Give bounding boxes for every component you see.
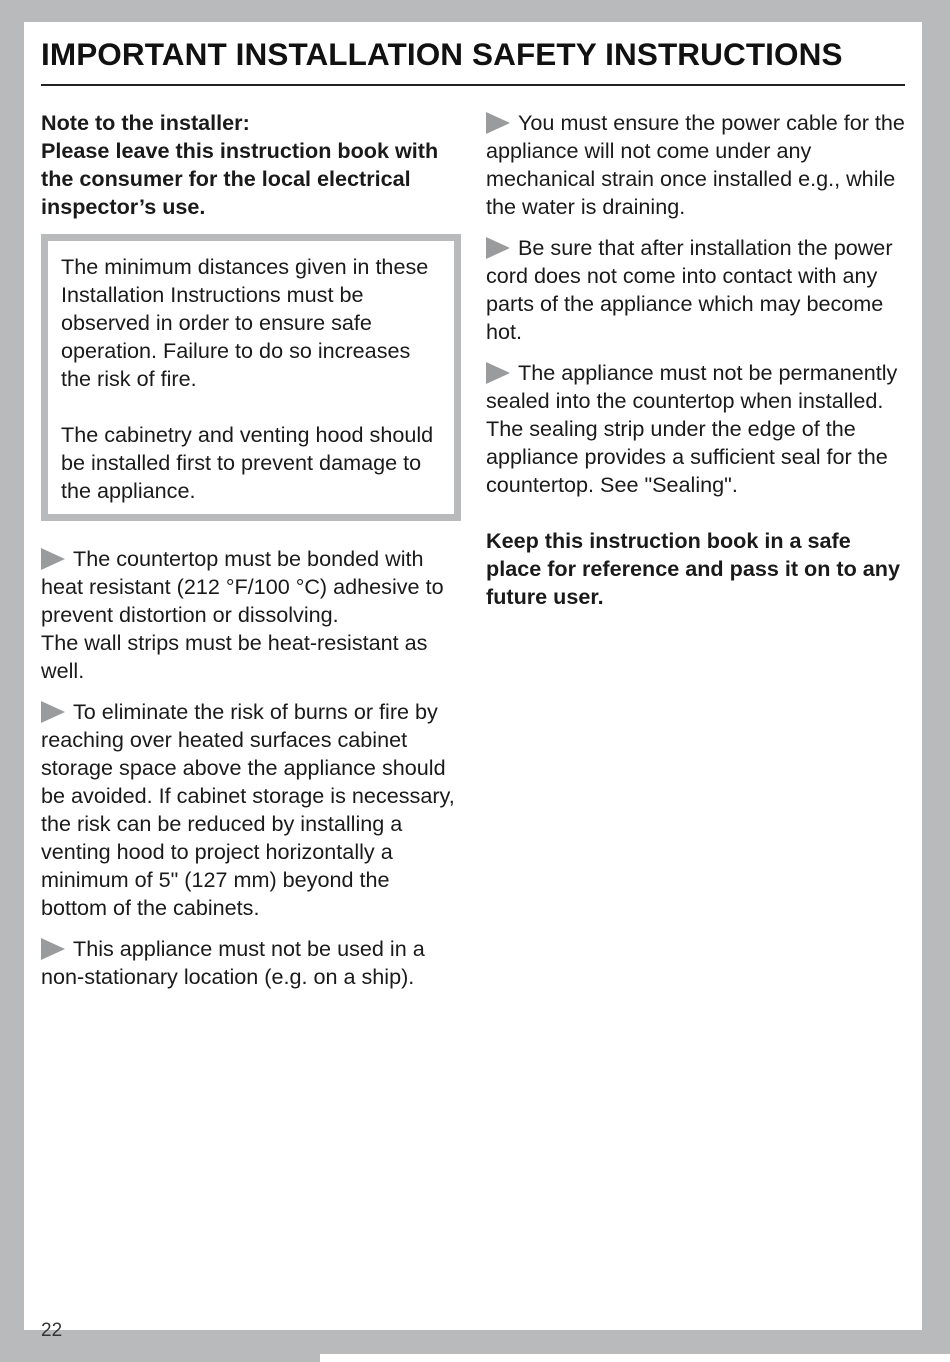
keep-instructions-note: Keep this instruction book in a safe place for reference and pass it on to any future user. <box>486 528 901 609</box>
triangle-right-icon <box>486 237 510 259</box>
boxed-note-distances: The minimum distances given in these Installation Instructions must be observed in order to ensure safe operation. Failure to do so increases the risk of fire. <box>61 254 429 391</box>
triangle-right-icon <box>41 701 65 723</box>
left-column <box>41 109 459 991</box>
boxed-note-cabinetry: The cabinetry and venting hood should be installed first to prevent damage to the appliance. <box>61 422 434 503</box>
triangle-right-icon <box>486 362 510 384</box>
page-number: 22 <box>41 1320 63 1341</box>
bullet-text-sealing: The appliance must not be permanently sealed into the countertop when installed. The sealing strip under the edge of the appliance provides a sufficient seal for the countertop. See "Sealing". <box>486 360 898 497</box>
boxed-note <box>41 234 461 521</box>
page-title: IMPORTANT INSTALLATION SAFETY INSTRUCTIONS <box>41 36 843 72</box>
bullet-item <box>41 935 459 991</box>
manual-page <box>24 22 922 1341</box>
bullet-item <box>486 109 906 221</box>
bullet-item <box>41 545 459 685</box>
bullet-item <box>486 359 906 499</box>
installer-note <box>41 109 459 221</box>
triangle-right-icon <box>486 112 510 134</box>
bullet-item <box>41 698 459 922</box>
title-rule <box>41 84 905 86</box>
triangle-right-icon <box>41 938 65 960</box>
triangle-right-icon <box>41 548 65 570</box>
bullet-text-burns: To eliminate the risk of burns or fire by reaching over heated surfaces cabinet storage space above the appliance should be avoided. If cabinet storage is necessary, the risk can be reduced by installing a venting hood to project horizontally a minimum of 5" (127 mm) beyond the bottom of the cabinets. <box>41 699 455 920</box>
bullet-text-stationary: This appliance must not be used in a non-stationary location (e.g. on a ship). <box>41 936 425 989</box>
bullet-item <box>486 234 906 346</box>
bottom-edge-strip <box>320 1354 950 1362</box>
bullet-text-power-cord: Be sure that after installation the power cord does not come into contact with any parts of the appliance which may become hot. <box>486 235 893 344</box>
bullet-text-power-cable: You must ensure the power cable for the appliance will not come under any mechanical strain once installed e.g., while the water is draining. <box>486 110 905 219</box>
right-column <box>486 109 906 611</box>
installer-note-text: Note to the installer: Please leave this instruction book with the consumer for the local electrical inspector’s use. <box>41 110 439 219</box>
bullet-text-countertop: The countertop must be bonded with heat resistant (212 °F/100 °C) adhesive to prevent distortion or dissolving. The wall strips must be heat-resistant as well. <box>41 546 444 683</box>
